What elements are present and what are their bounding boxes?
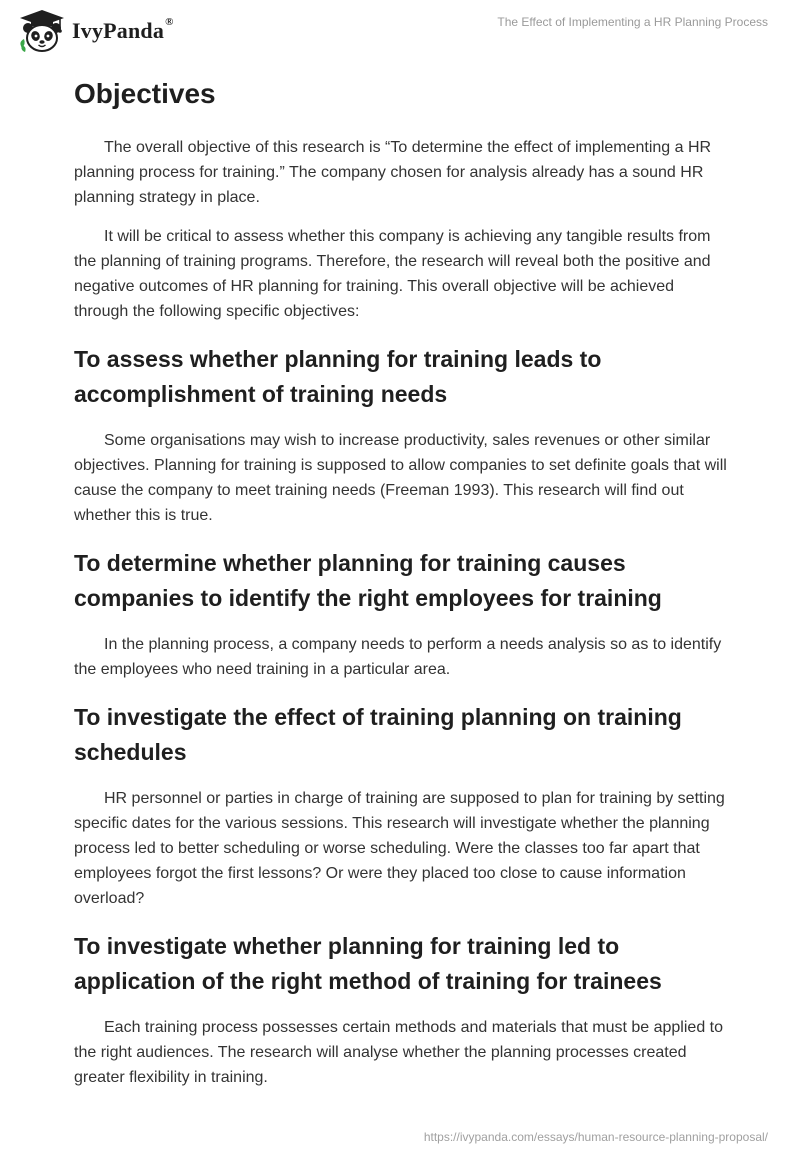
section-paragraph-4: Each training process possesses certain methods and materials that must be applied to the right audiences. The research will analyse whether the planning processes created greater flexibility in training. xyxy=(74,1019,723,1086)
brand-logo[interactable] xyxy=(16,8,174,54)
panda-graduate-icon xyxy=(16,8,68,54)
document-body xyxy=(74,70,728,1108)
page-header xyxy=(0,0,800,60)
section-heading-2: To determine whether planning for training causes companies to identify the right employees for training xyxy=(74,550,662,611)
section-heading-4: To investigate whether planning for training led to application of the right method of training for trainees xyxy=(74,933,662,994)
section-paragraph-2: In the planning process, a company needs to perform a needs analysis so as to identify the employees who need training in a particular area. xyxy=(74,636,722,678)
source-url[interactable]: https://ivypanda.com/essays/human-resource-planning-proposal/ xyxy=(423,1130,768,1144)
section-heading-3: To investigate the effect of training planning on training schedules xyxy=(74,704,682,765)
running-title: The Effect of Implementing a HR Planning Process xyxy=(497,15,768,29)
section-paragraph-3: HR personnel or parties in charge of training are supposed to plan for training by setting specific dates for the various sessions. This research will investigate whether the planning process led to better scheduling or worse scheduling. Were the classes too far apart that employees forgot the first lessons? Or were they placed too close to cause information overload? xyxy=(74,790,725,907)
section-heading-1: To assess whether planning for training leads to accomplishment of training needs xyxy=(74,346,602,407)
page-title: Objectives xyxy=(74,78,216,109)
intro-paragraph-1: The overall objective of this research is “To determine the effect of implementing a HR planning process for training.” The company chosen for analysis already has a sound HR planning strategy in place. xyxy=(74,139,712,206)
section-paragraph-1: Some organisations may wish to increase productivity, sales revenues or other similar objectives. Planning for training is supposed to allow companies to set definite goals that will cause the company to meet training needs (Freeman 1993). This research will find out whether this is true. xyxy=(74,432,727,524)
registered-mark: ® xyxy=(165,16,174,28)
brand-name: IvyPanda® xyxy=(72,16,174,43)
intro-paragraph-2: It will be critical to assess whether this company is achieving any tangible results from the planning of training programs. Therefore, the research will reveal both the positive and negative outcomes of HR planning for training. This overall objective will be achieved through the following specific objectives: xyxy=(74,228,711,320)
